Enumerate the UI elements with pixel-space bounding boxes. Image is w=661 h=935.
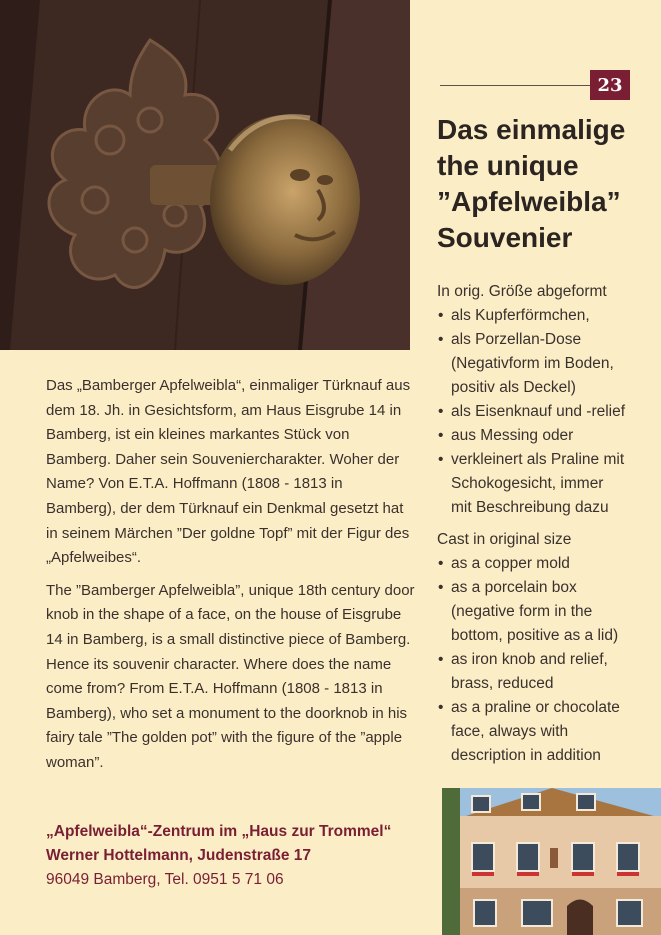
list-item-continued — [437, 472, 659, 496]
house-photo — [442, 788, 661, 935]
list-item-text: Schokogesicht, immer — [451, 475, 604, 492]
list-item: • as a copper mold — [437, 552, 659, 576]
paragraph-english: The ”Bamberger Apfelweibla”, unique 18th century door knob in the shape of a face, on the house of Eisgrube 14 in Bamberg, is a small distinctive piece of Bamberg. Hence its souvenir character. Where does the name come from? From E.T.A. Hoffmann (1808 - 1813 in Bamberg), who set a monument to the doorknob in his fairy tale ”The golden pot” with the figure of the ”apple woman”. — [46, 581, 415, 771]
page-number: 23 — [590, 70, 630, 100]
list-item: • as a praline or chocolate — [437, 696, 659, 720]
title-line: ”Apfelweibla” — [437, 186, 621, 217]
list-item-continued — [437, 496, 659, 520]
german-list-intro: In orig. Größe abgeformt — [437, 283, 607, 300]
list-item: • als Kupferförmchen, — [437, 304, 659, 328]
list-item-continued — [437, 376, 659, 400]
list-item: • as iron knob and relief, — [437, 648, 659, 672]
english-list — [437, 552, 659, 768]
list-item-text: bottom, positive as a lid) — [451, 627, 619, 644]
list-item-continued — [437, 672, 659, 696]
door-knob-photo — [0, 0, 410, 350]
title-line: Souvenier — [437, 222, 573, 253]
list-item-text: positiv als Deckel) — [451, 379, 576, 396]
list-item: • verkleinert als Praline mit — [437, 448, 659, 472]
list-item-text: description in addition — [451, 747, 601, 764]
german-list — [437, 304, 659, 520]
list-item-continued — [437, 624, 659, 648]
list-item-text: mit Beschreibung dazu — [451, 499, 609, 516]
list-item-text: (negative form in the — [451, 603, 593, 620]
list-item-continued — [437, 720, 659, 744]
list-item: • as a porcelain box — [437, 576, 659, 600]
header-rule — [440, 85, 590, 86]
title-line: the unique — [437, 150, 579, 181]
contact-venue: „Apfelweibla“-Zentrum im „Haus zur Trommel“ — [46, 823, 392, 840]
list-item-text: face, always with — [451, 723, 569, 740]
body-text — [46, 374, 416, 784]
list-item-continued — [437, 352, 659, 376]
contact-name-address: Werner Hottelmann, Judenstraße 17 — [46, 847, 312, 864]
contact-city-phone: 96049 Bamberg, Tel. 0951 5 71 06 — [46, 871, 284, 888]
list-item: • als Porzellan-Dose — [437, 328, 659, 352]
paragraph-german: Das „Bamberger Apfelweibla“, einmaliger Türknauf aus dem 18. Jh. in Gesichtsform, am Haus Eisgrube 14 in Bamberg, ist ein kleines markantes Stück von Bamberg. Daher sein Souveniercharakter. Woher der Name? Von E.T.A. Hoffmann (1808 - 1813 in Bamberg), der dem Türknauf ein Denkmal gesetzt hat in seinem Märchen ”Der goldne Topf” mit der Figur des „Apfelweibes“. — [46, 377, 411, 567]
english-list-intro: Cast in original size — [437, 531, 572, 548]
page-title — [437, 112, 657, 256]
title-line: Das einmalige — [437, 114, 626, 145]
list-item-text: (Negativform im Boden, — [451, 355, 614, 372]
list-item-text: brass, reduced — [451, 675, 554, 692]
list-item-continued — [437, 600, 659, 624]
list-item: • als Eisenknauf und -relief — [437, 400, 659, 424]
contact-block — [46, 820, 416, 892]
list-item-continued — [437, 744, 659, 768]
souvenir-lists — [437, 280, 659, 768]
list-item: • aus Messing oder — [437, 424, 659, 448]
